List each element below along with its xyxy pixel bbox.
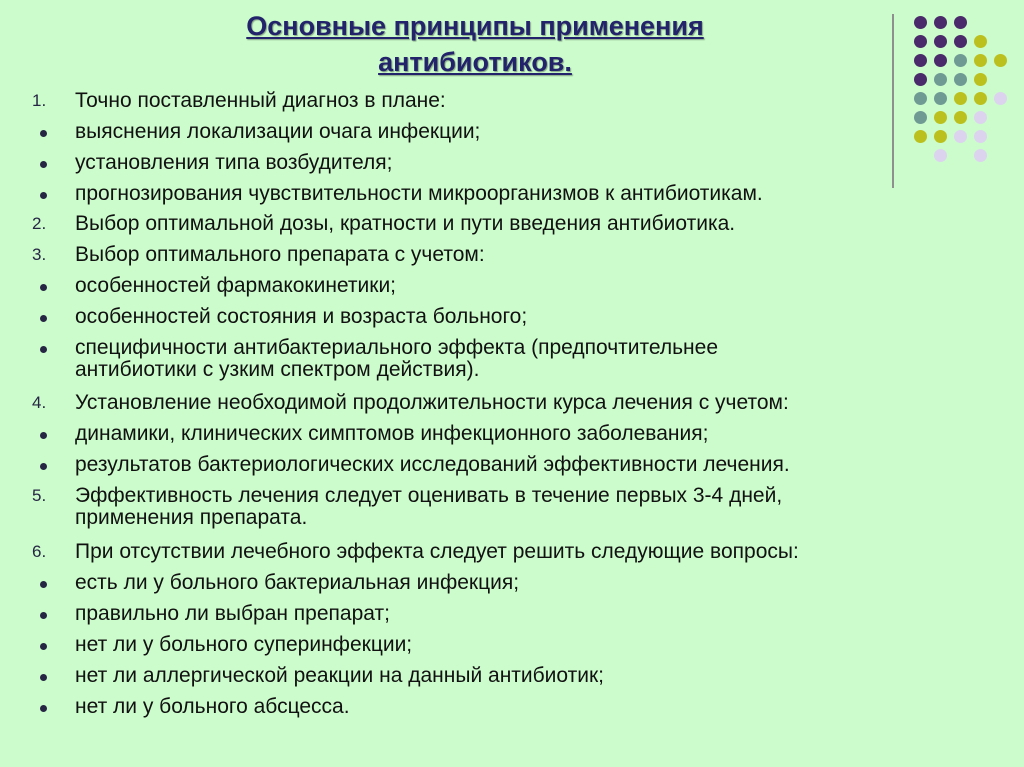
decorative-dot bbox=[994, 54, 1007, 67]
item-text: специфичности антибактериального эффекта (предпочтительнее антибиотики с узким спектром действия). bbox=[75, 336, 719, 381]
item-text: есть ли у больного бактериальная инфекция; bbox=[75, 571, 520, 594]
item-text: установления типа возбудителя; bbox=[75, 151, 393, 174]
decorative-dot bbox=[974, 73, 987, 86]
item-number: 4. bbox=[32, 393, 47, 412]
item-text: правильно ли выбран препарат; bbox=[75, 602, 390, 625]
decorative-dot bbox=[954, 73, 967, 86]
decorative-dot bbox=[954, 35, 967, 48]
item-text: особенностей состояния и возраста больного; bbox=[75, 305, 528, 328]
bullet-dot bbox=[32, 121, 62, 137]
decorative-dot bbox=[994, 92, 1007, 105]
item-text: При отсутствии лечебного эффекта следует решить следующие вопросы: bbox=[75, 540, 799, 563]
item-text: Установление необходимой продолжительности курса лечения с учетом: bbox=[75, 391, 789, 414]
item-text: особенностей фармакокинетики; bbox=[75, 274, 397, 297]
decorative-dot bbox=[934, 73, 947, 86]
bullet-dot bbox=[32, 275, 62, 291]
bullet-dot bbox=[32, 634, 62, 650]
decorative-dot bbox=[934, 54, 947, 67]
item-text: динамики, клинических симптомов инфекционного заболевания; bbox=[75, 422, 709, 445]
bullet-dot bbox=[32, 665, 62, 681]
bullet-dot bbox=[32, 337, 62, 353]
bullet-dot bbox=[32, 572, 62, 588]
bullet-dot bbox=[32, 152, 62, 168]
item-number: 3. bbox=[32, 245, 47, 264]
decorative-dot bbox=[954, 54, 967, 67]
item-text: Выбор оптимальной дозы, кратности и пути введения антибиотика. bbox=[75, 212, 736, 235]
decorative-dot bbox=[914, 54, 927, 67]
bullet-dot bbox=[32, 454, 62, 470]
bullet-dot bbox=[32, 306, 62, 322]
decorative-dot bbox=[974, 35, 987, 48]
decorative-dot bbox=[974, 54, 987, 67]
decorative-dot bbox=[934, 16, 947, 29]
bullet-dot bbox=[32, 423, 62, 439]
decorative-dot bbox=[934, 35, 947, 48]
item-text: Выбор оптимального препарата с учетом: bbox=[75, 243, 485, 266]
decorative-dot bbox=[914, 16, 927, 29]
item-text: нет ли у больного абсцесса. bbox=[75, 695, 350, 718]
item-text: прогнозирования чувствительности микроорганизмов к антибиотикам. bbox=[75, 182, 763, 205]
item-number: 2. bbox=[32, 214, 47, 233]
bullet-dot bbox=[32, 603, 62, 619]
item-number: 5. bbox=[32, 486, 47, 505]
item-number: 6. bbox=[32, 542, 47, 561]
item-text: нет ли у больного суперинфекции; bbox=[75, 633, 413, 656]
decorative-dot bbox=[914, 73, 927, 86]
item-text: Эффективность лечения следует оценивать в течение первых 3-4 дней, применения препарата. bbox=[75, 484, 783, 529]
item-number: 1. bbox=[32, 91, 47, 110]
slide-title: Основные принципы применения антибиотиков. bbox=[246, 11, 704, 77]
item-text: нет ли аллергической реакции на данный антибиотик; bbox=[75, 664, 604, 687]
item-text: Точно поставленный диагноз в плане: bbox=[75, 89, 446, 112]
item-text: результатов бактериологических исследований эффективности лечения. bbox=[75, 453, 790, 476]
decorative-dot bbox=[914, 35, 927, 48]
bullet-dot bbox=[32, 696, 62, 712]
item-text: выяснения локализации очага инфекции; bbox=[75, 120, 481, 143]
bullet-dot bbox=[32, 183, 62, 199]
decorative-dot bbox=[954, 16, 967, 29]
